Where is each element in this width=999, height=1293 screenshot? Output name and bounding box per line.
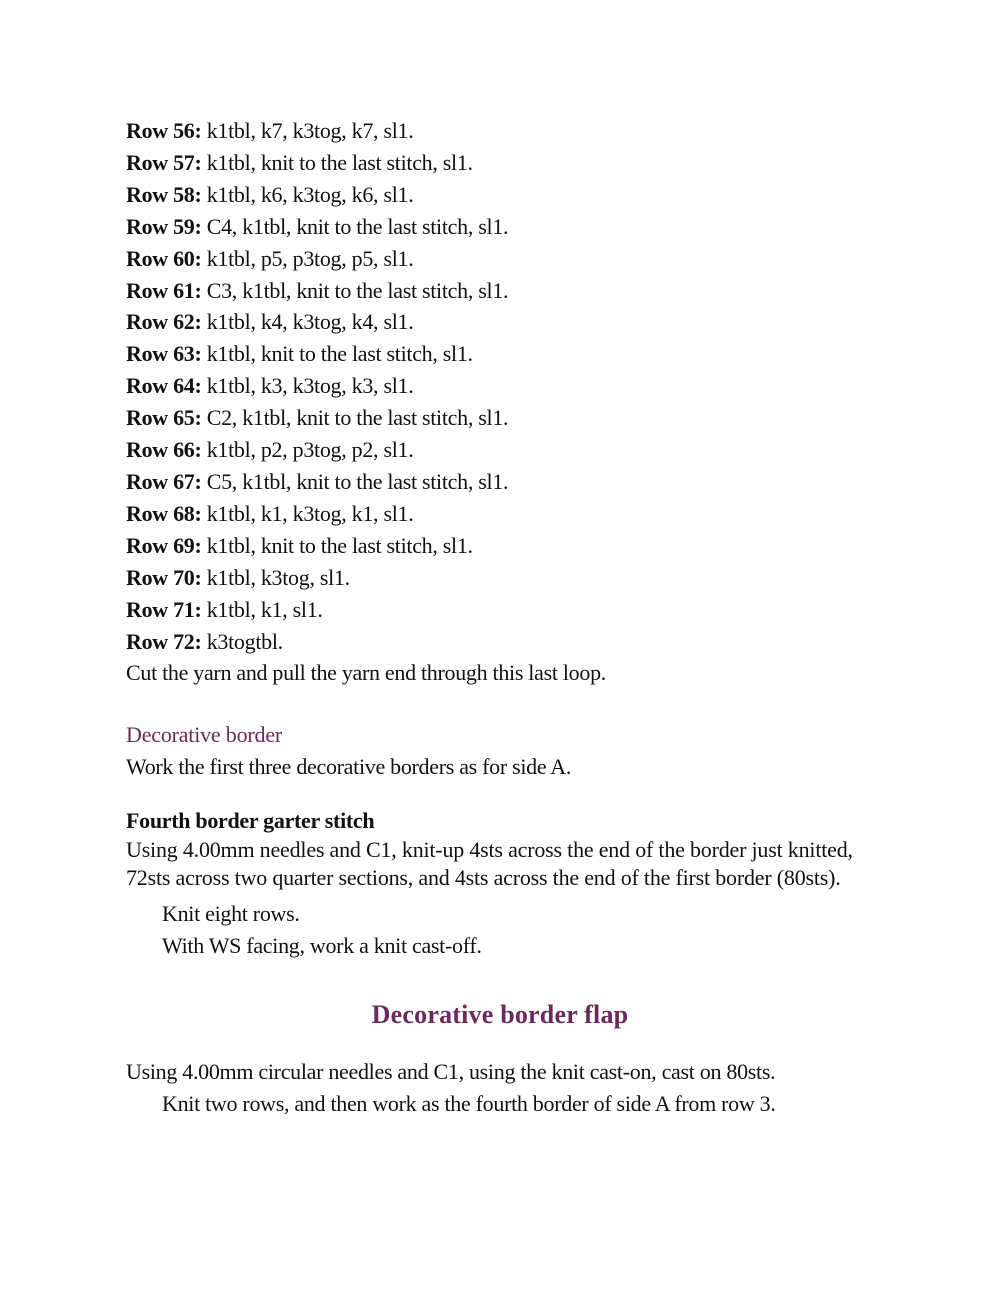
row-label: Row 66:	[126, 437, 202, 463]
row-instruction	[126, 594, 886, 626]
row-text: k1tbl, p2, p3tog, p2, sl1.	[201, 437, 414, 463]
row-label: Row 58:	[126, 181, 202, 207]
row-instruction	[126, 626, 886, 658]
row-text: k1tbl, k7, k3tog, k7, sl1.	[201, 118, 414, 143]
row-label: Row 68:	[126, 500, 202, 526]
row-text: k1tbl, p5, p3tog, p5, sl1.	[201, 245, 414, 271]
row-instruction	[126, 338, 886, 370]
row-text: k1tbl, k1, k3tog, k1, sl1.	[201, 500, 414, 526]
row-instruction	[126, 434, 886, 466]
fourth-border-step-1: Knit eight rows.	[162, 900, 300, 926]
row-label: Row 61:	[126, 277, 202, 303]
row-label: Row 65:	[126, 405, 202, 431]
row-text: C5, k1tbl, knit to the last stitch, sl1.	[201, 468, 509, 494]
row-label: Row 62:	[126, 309, 202, 335]
row-instruction	[126, 275, 886, 307]
row-label: Row 70:	[126, 564, 202, 590]
decorative-border-text: Work the first three decorative borders as for side A.	[126, 754, 572, 780]
fourth-border-step-2: With WS facing, work a knit cast-off.	[162, 932, 482, 958]
row-instruction	[126, 211, 886, 243]
flap-section-title: Decorative border flap	[371, 999, 629, 1029]
row-text: k1tbl, knit to the last stitch, sl1.	[201, 532, 473, 558]
row-label: Row 67:	[126, 468, 202, 494]
row-text: k3togtbl.	[201, 628, 283, 654]
row-label: Row 71:	[126, 596, 202, 622]
row-text: k1tbl, k1, sl1.	[201, 596, 323, 622]
row-instruction	[126, 530, 886, 562]
row-text: k1tbl, knit to the last stitch, sl1.	[201, 149, 473, 175]
row-label: Row 56:	[126, 118, 202, 143]
row-text: C4, k1tbl, knit to the last stitch, sl1.	[201, 213, 509, 239]
row-label: Row 60:	[126, 245, 202, 271]
row-text: k1tbl, k3tog, sl1.	[201, 564, 350, 590]
row-text: k1tbl, k4, k3tog, k4, sl1.	[201, 309, 414, 335]
row-label: Row 64:	[126, 373, 202, 399]
fourth-border-heading: Fourth border garter stitch	[126, 808, 375, 834]
fourth-border-text: Using 4.00mm needles and C1, knit-up 4sts across the end of the border just knitted, 72sts across two quarter sections, and 4sts across the end of the first border (80sts).	[126, 836, 853, 891]
row-instruction	[126, 498, 886, 530]
row-instruction	[126, 179, 886, 211]
row-text: k1tbl, k6, k3tog, k6, sl1.	[201, 181, 414, 207]
row-text: C2, k1tbl, knit to the last stitch, sl1.	[201, 405, 509, 431]
row-instruction	[126, 243, 886, 275]
row-label: Row 69:	[126, 532, 202, 558]
row-label: Row 59:	[126, 213, 202, 239]
row-instruction	[126, 306, 886, 338]
row-label: Row 57:	[126, 149, 202, 175]
row-instruction	[126, 466, 886, 498]
row-instructions	[126, 115, 886, 657]
row-instruction	[126, 370, 886, 402]
row-instruction	[126, 562, 886, 594]
row-label: Row 72:	[126, 628, 202, 654]
cut-yarn-instruction: Cut the yarn and pull the yarn end through this last loop.	[126, 660, 606, 686]
document-page	[126, 115, 886, 1120]
flap-step-1: Knit two rows, and then work as the fourth border of side A from row 3.	[162, 1090, 776, 1116]
row-text: k1tbl, knit to the last stitch, sl1.	[201, 341, 473, 367]
row-instruction	[126, 402, 886, 434]
row-instruction	[126, 115, 886, 147]
row-instruction	[126, 147, 886, 179]
row-text: k1tbl, k3, k3tog, k3, sl1.	[201, 373, 414, 399]
row-text: C3, k1tbl, knit to the last stitch, sl1.	[201, 277, 509, 303]
decorative-border-heading: Decorative border	[126, 722, 283, 748]
row-label: Row 63:	[126, 341, 202, 367]
flap-text: Using 4.00mm circular needles and C1, using the knit cast-on, cast on 80sts.	[126, 1058, 776, 1084]
